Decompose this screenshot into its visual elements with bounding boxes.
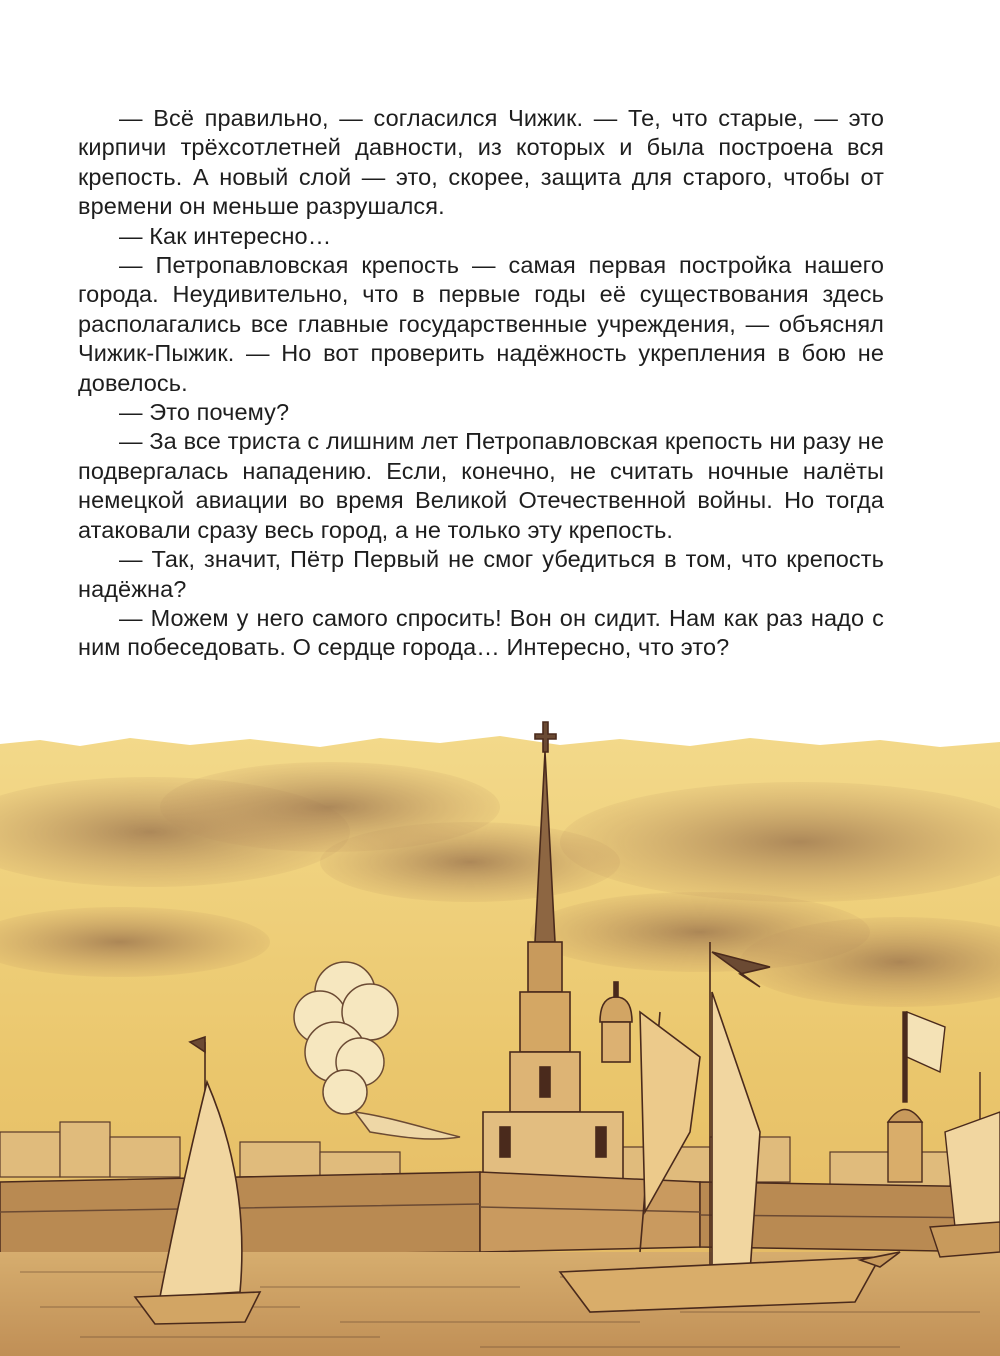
story-paragraph: — За все триста с лишним лет Петропавловская крепость ни разу не подвергалась нападению. Если, конечно, не считать ночные налёты немецкой авиации во время Великой Отечественной войны. Но тогда атаковали сразу весь город, а не только эту крепость. xyxy=(78,428,884,543)
story-paragraph: — Всё правильно, — согласился Чижик. — Те, что старые, — это кирпичи трёхсотлетней давности, из которых и была построена вся крепость. А новый слой — это, скорее, защита для старого, чтобы от времени он меньше разрушался. xyxy=(78,105,884,220)
fortress-wall-icon xyxy=(0,1172,1000,1257)
story-paragraph: — Как интересно… xyxy=(119,222,332,249)
story-text xyxy=(78,104,884,663)
peter-paul-fortress-illustration xyxy=(0,712,1000,1356)
illustration-canvas xyxy=(0,712,1000,1356)
story-paragraph: — Можем у него самого спросить! Вон он сидит. Нам как раз надо с ним побеседовать. О сердце города… Интересно, что это? xyxy=(78,604,884,661)
story-paragraph: — Это почему? xyxy=(119,399,290,426)
story-paragraph: — Так, значит, Пётр Первый не смог убедиться в том, что крепость надёжна? xyxy=(78,546,884,602)
story-paragraph: — Петропавловская крепость — самая первая постройка нашего города. Неудивительно, что в первые годы её существования здесь располагались все главные государственные учреждения, — объяснял Чижик-Пыжик. — Но вот проверить надёжность укрепления в бою не довелось. xyxy=(78,252,884,396)
